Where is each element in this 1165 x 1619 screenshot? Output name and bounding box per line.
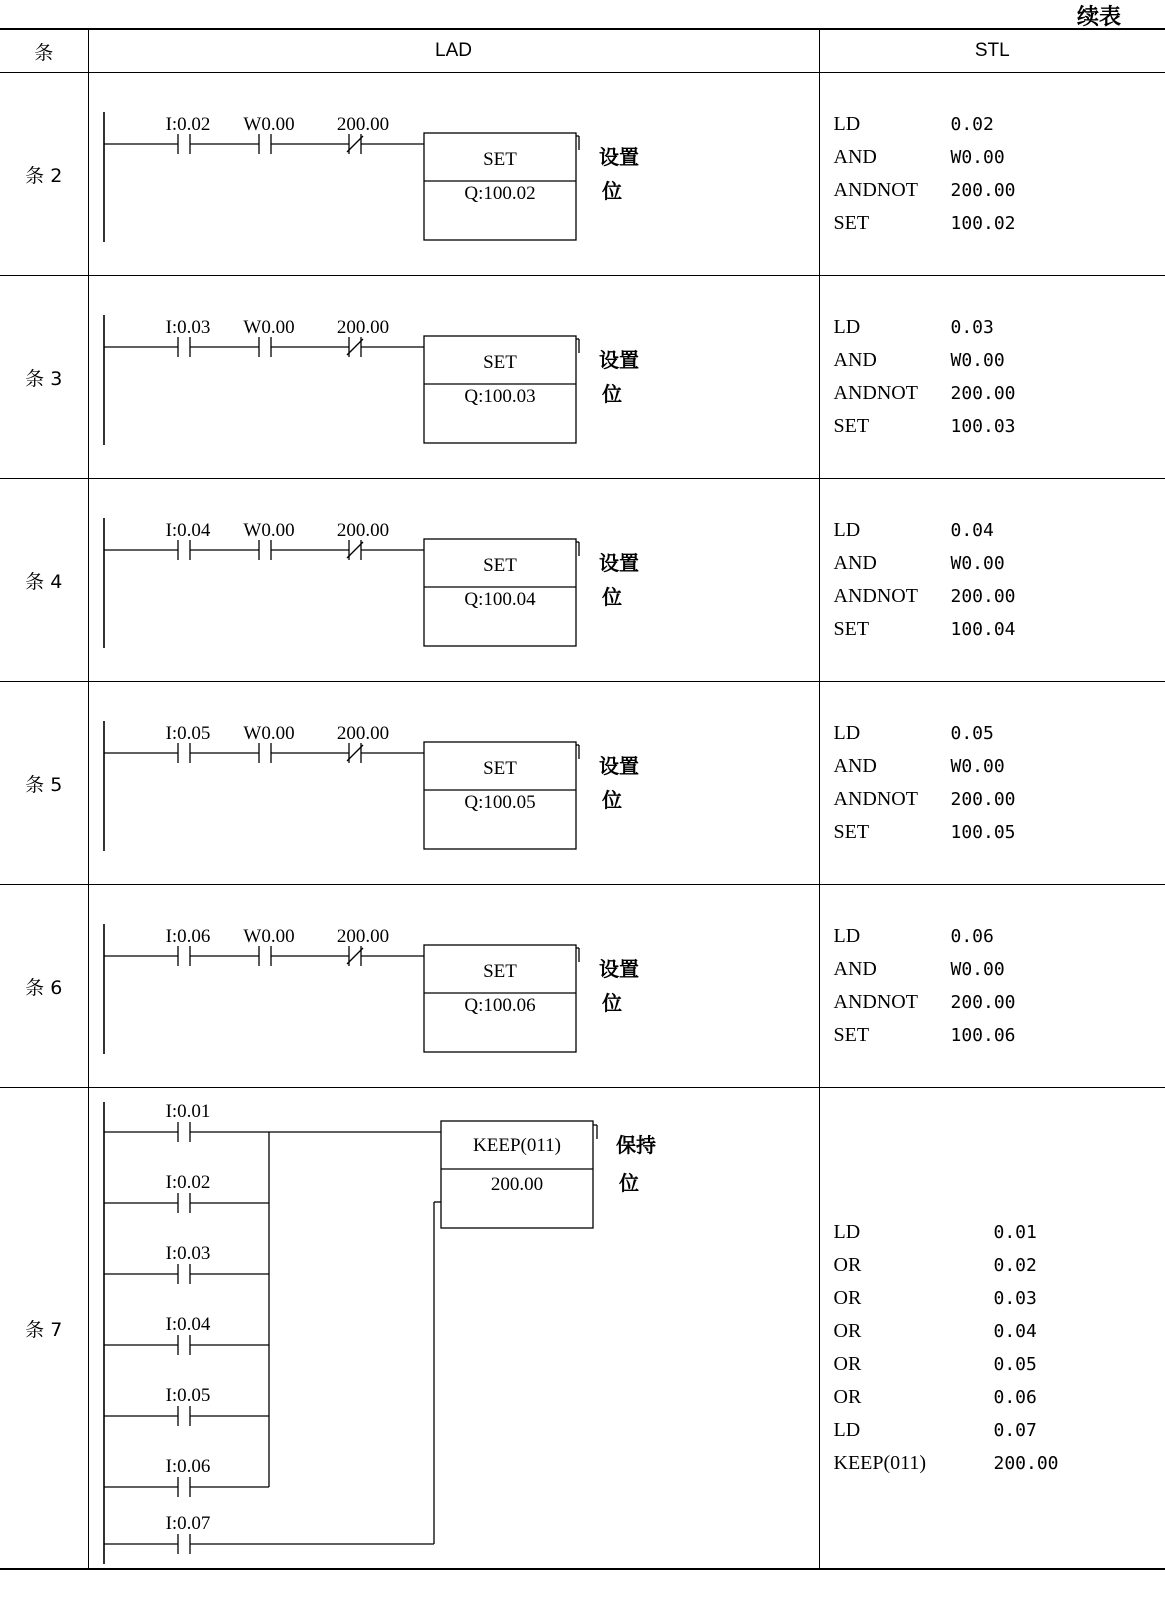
stl-instruction: ANDNOT [833,991,918,1013]
box-operand: Q:100.03 [463,386,536,407]
stl-line [834,816,1016,849]
stl-line [834,580,1016,613]
or-input-contact [178,1406,190,1426]
stl-cell [819,682,1165,885]
stl-instruction: LD [833,1419,861,1441]
note-line-2: 位 [601,179,622,203]
stl-line [834,207,1016,240]
stl-cell [819,73,1165,276]
lad-diagram-cell [88,1088,819,1570]
stl-line [834,1282,1059,1315]
work-bit-contact [259,134,271,154]
continued-label: 续表 [1076,5,1121,30]
stl-listing [834,514,1016,646]
box-title: SET [482,758,517,779]
contact-label: I:0.05 [165,723,210,744]
lad-diagram-cell [88,682,819,885]
stl-listing [834,311,1016,443]
stl-operand: 100.02 [950,213,1016,234]
input-contact [178,946,190,966]
rung-row [0,479,1165,682]
stl-instruction: SET [833,821,870,843]
box-operand: 200.00 [490,1174,543,1195]
rung-number: 条 3 [0,276,88,479]
stl-line [834,1447,1059,1480]
stl-line [834,1381,1059,1414]
lad-diagram-cell [88,73,819,276]
or-input-contact [178,1264,190,1284]
stl-operand: 200.00 [950,383,1016,404]
stl-instruction: SET [833,212,870,234]
stl-line [834,717,1016,750]
rung-number: 条 6 [0,885,88,1088]
note-line-1: 设置 [598,348,639,372]
stl-operand: W0.00 [950,959,1005,980]
lad-diagram-cell [88,885,819,1088]
stl-line [834,174,1016,207]
stl-line [834,1216,1059,1249]
contact-label: W0.00 [242,723,295,744]
stl-cell [819,479,1165,682]
header-lad: LAD [88,29,819,73]
stl-operand: 100.05 [950,822,1016,843]
normally-closed-contact [347,743,363,763]
contact-label: I:0.03 [165,317,210,338]
stl-operand: W0.00 [950,756,1005,777]
contact-label: I:0.03 [165,1243,210,1264]
or-input-contact [178,1122,190,1142]
stl-instruction: AND [833,755,877,777]
stl-listing [834,1216,1059,1480]
stl-instruction: OR [833,1320,862,1342]
stl-line [834,410,1016,443]
stl-instruction: LD [833,316,861,338]
stl-line [834,986,1016,1019]
stl-operand: 0.03 [950,317,994,338]
input-contact [178,743,190,763]
ladder-rung-diagram [89,480,820,680]
rung-row [0,73,1165,276]
stl-instruction: LD [833,1221,861,1243]
stl-line [834,1249,1059,1282]
stl-instruction: SET [833,1024,870,1046]
stl-listing [834,920,1016,1052]
stl-line [834,1414,1059,1447]
stl-operand: 0.04 [993,1321,1037,1342]
stl-operand: W0.00 [950,350,1005,371]
rung-number: 条 5 [0,682,88,885]
header-row [0,29,1165,73]
stl-instruction: ANDNOT [833,179,918,201]
contact-label: W0.00 [242,114,295,135]
contact-label: I:0.04 [165,520,210,541]
or-input-contact [178,1193,190,1213]
header-stl: STL [819,29,1165,73]
input-contact [178,540,190,560]
stl-cell [819,1088,1165,1570]
stl-instruction: AND [833,958,877,980]
contact-label: I:0.05 [165,1385,210,1406]
note-line-1: 设置 [598,551,639,575]
stl-instruction: SET [833,415,870,437]
stl-line [834,783,1016,816]
contact-label: W0.00 [242,317,295,338]
normally-closed-contact [347,337,363,357]
ladder-rung-diagram [89,74,820,274]
lad-diagram-cell [88,276,819,479]
stl-operand: 0.03 [993,1288,1037,1309]
stl-operand: 0.06 [993,1387,1037,1408]
stl-operand: W0.00 [950,553,1005,574]
stl-instruction: OR [833,1287,862,1309]
or-input-contact [178,1477,190,1497]
keep-ladder-diagram [89,1088,820,1568]
stl-instruction: LD [833,925,861,947]
contact-label: I:0.06 [165,926,210,947]
rung-row [0,885,1165,1088]
stl-line [834,920,1016,953]
stl-line [834,953,1016,986]
rung-row [0,682,1165,885]
stl-operand: 0.05 [950,723,994,744]
lad-diagram-cell [88,479,819,682]
stl-operand: 0.02 [993,1255,1037,1276]
box-operand: Q:100.04 [463,589,536,610]
stl-instruction: AND [833,552,877,574]
stl-instruction: ANDNOT [833,382,918,404]
stl-instruction: AND [833,146,877,168]
stl-instruction: OR [833,1386,862,1408]
note-line-2: 位 [618,1171,639,1195]
note-line-2: 位 [601,585,622,609]
stl-instruction: SET [833,618,870,640]
stl-instruction: OR [833,1353,862,1375]
stl-line [834,1019,1016,1052]
note-line-1: 保持 [615,1133,656,1157]
header-no: 条 [0,29,88,73]
ladder-rung-diagram [89,277,820,477]
note-line-2: 位 [601,788,622,812]
stl-operand: 0.01 [993,1222,1037,1243]
input-contact [178,134,190,154]
work-bit-contact [259,946,271,966]
box-operand: Q:100.02 [463,183,536,204]
stl-instruction: OR [833,1254,862,1276]
contact-label: I:0.02 [165,1172,210,1193]
stl-operand: 200.00 [950,586,1016,607]
stl-operand: 0.07 [993,1420,1037,1441]
stl-operand: 200.00 [993,1453,1059,1474]
contact-label: 200.00 [336,520,389,541]
box-title: KEEP(011) [472,1135,561,1156]
contact-label: 200.00 [336,723,389,744]
stl-instruction: LD [833,113,861,135]
contact-label: 200.00 [336,317,389,338]
stl-instruction: ANDNOT [833,585,918,607]
ladder-table [0,28,1165,1570]
stl-line [834,547,1016,580]
rung-number: 条 7 [0,1088,88,1570]
stl-line [834,344,1016,377]
contact-label: 200.00 [336,114,389,135]
contact-label: 200.00 [336,926,389,947]
stl-instruction: LD [833,722,861,744]
box-title: SET [482,555,517,576]
contact-label: W0.00 [242,926,295,947]
stl-line [834,108,1016,141]
stl-operand: 100.04 [950,619,1016,640]
stl-listing [834,108,1016,240]
note-line-1: 设置 [598,145,639,169]
stl-operand: W0.00 [950,147,1005,168]
note-line-1: 设置 [598,754,639,778]
stl-instruction: KEEP(011) [833,1452,927,1474]
stl-operand: 0.02 [950,114,994,135]
contact-label: I:0.01 [165,1101,210,1122]
rung-row [0,276,1165,479]
normally-closed-contact [347,540,363,560]
stl-operand: 200.00 [950,992,1016,1013]
stl-line [834,377,1016,410]
box-title: SET [482,149,517,170]
box-title: SET [482,961,517,982]
ladder-rung-diagram [89,683,820,883]
stl-line [834,141,1016,174]
input-contact [178,337,190,357]
contact-label: W0.00 [242,520,295,541]
stl-operand: 0.06 [950,926,994,947]
contact-label: I:0.02 [165,114,210,135]
stl-instruction: ANDNOT [833,788,918,810]
box-operand: Q:100.06 [463,995,536,1016]
work-bit-contact [259,743,271,763]
stl-operand: 100.03 [950,416,1016,437]
stl-operand: 0.04 [950,520,994,541]
work-bit-contact [259,540,271,560]
contact-label: I:0.06 [165,1456,210,1477]
reset-input-contact [178,1534,190,1554]
contact-label: I:0.04 [165,1314,210,1335]
ladder-rung-diagram [89,886,820,1086]
box-title: SET [482,352,517,373]
stl-cell [819,276,1165,479]
note-line-1: 设置 [598,957,639,981]
or-input-contact [178,1335,190,1355]
stl-line [834,750,1016,783]
stl-listing [834,717,1016,849]
stl-instruction: AND [833,349,877,371]
note-line-2: 位 [601,991,622,1015]
normally-closed-contact [347,134,363,154]
note-line-2: 位 [601,382,622,406]
stl-line [834,514,1016,547]
keep-rung-row [0,1088,1165,1570]
box-operand: Q:100.05 [463,792,536,813]
rung-number: 条 4 [0,479,88,682]
stl-operand: 100.06 [950,1025,1016,1046]
normally-closed-contact [347,946,363,966]
stl-operand: 0.05 [993,1354,1037,1375]
stl-line [834,613,1016,646]
stl-operand: 200.00 [950,180,1016,201]
stl-cell [819,885,1165,1088]
stl-instruction: LD [833,519,861,541]
rung-number: 条 2 [0,73,88,276]
stl-line [834,1315,1059,1348]
contact-label: I:0.07 [165,1513,210,1534]
stl-line [834,1348,1059,1381]
work-bit-contact [259,337,271,357]
stl-operand: 200.00 [950,789,1016,810]
stl-line [834,311,1016,344]
